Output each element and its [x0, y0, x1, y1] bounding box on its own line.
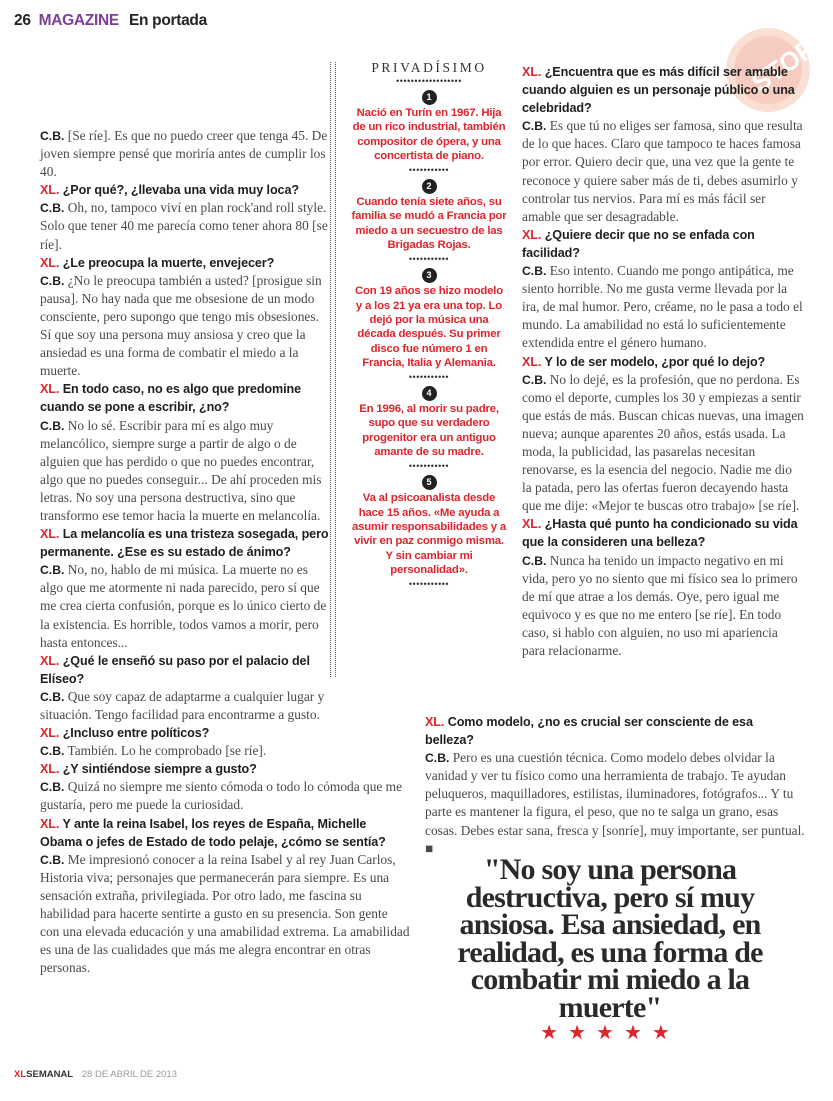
page-header: [14, 12, 207, 30]
answer: [40, 851, 410, 978]
question-text: ¿Encuentra que es más difícil ser amable cuando alguien es un personaje público o una celebridad?: [522, 65, 795, 116]
question: [40, 815, 410, 851]
fact-separator: •••••••••••: [408, 372, 450, 383]
question-text: ¿Hasta qué punto ha condicionado su vida que la consideren una belleza?: [522, 517, 798, 550]
interviewer-label: XL.: [40, 653, 60, 668]
interviewee-label: C.B.: [40, 418, 65, 433]
fact-number-badge: 3: [422, 268, 437, 283]
interviewee-label: C.B.: [40, 744, 65, 759]
answer: [522, 262, 804, 352]
question: [425, 713, 805, 749]
answer-text: Pero es una cuestión técnica. Como modelo debes olvidar la vanidad y ver tu físico como una herramienta de trabajo. Te ayudan peluqueros, maquilladores, estilistas, iluminadores, fotógrafos... Y tu parte es mantener la figura, el peso, que no te salga un grano, esas cosas. Debes estar sana, fresca y [sonríe], muy importante, ser puntual. ■: [425, 750, 805, 856]
answer: [40, 742, 330, 760]
answer-text: No lo sé. Escribir para mí es algo muy melancólico, siempre surge a partir de algo o de alguien que has perdido o que no puedes encontrar, algo que no puedes conseguir... De ahí proceden mis letras. No soy una persona destructiva, sino que transformo ese temor hacia la muerte en melancolía.: [40, 417, 322, 523]
interviewee-label: C.B.: [40, 273, 65, 288]
answer: [40, 199, 330, 253]
question-text: ¿Le preocupa la muerte, envejecer?: [62, 255, 275, 270]
question: [522, 226, 804, 262]
fact-item: [345, 86, 513, 175]
interviewer-label: XL.: [40, 762, 60, 777]
question: [40, 181, 330, 199]
sidebar-title: PRIVADÍSIMO: [371, 60, 487, 75]
answer: [522, 117, 804, 226]
interviewer-label: XL.: [40, 726, 60, 741]
question-text: La melancolía es una tristeza sosegada, pero permanente. ¿Ese es su estado de ánimo?: [40, 527, 329, 560]
fact-number-badge: 1: [422, 90, 437, 105]
interviewer-label: XL.: [522, 354, 542, 369]
fact-item: [345, 175, 513, 264]
question: [522, 353, 804, 371]
brand-semanal: SEMANAL: [26, 1069, 74, 1080]
answer-text: ¿No le preocupa también a usted? [prosigue sin pausa]. No hay nada que me obsesione de un modo consciente, pero supongo que tengo mis obsesiones. Sí que soy una persona muy ansiosa y creo que la ansiedad es una forma de combatir el miedo a la muerte.: [40, 272, 322, 379]
fact-text: Con 19 años se hizo modelo y a los 21 ya era una top. Lo dejó por la música una década después. Su primer disco fue número 1 en Francia, Italia y Alemania.: [355, 285, 503, 369]
answer: [40, 127, 330, 181]
fact-separator: •••••••••••: [408, 461, 450, 472]
answer-text: Quizá no siempre me siento cómoda o todo lo cómoda que me gustaría, pero me puede la curiosidad.: [40, 779, 403, 813]
interviewee-label: C.B.: [40, 201, 65, 216]
answer: [40, 778, 410, 814]
question-text: ¿Y sintiéndose siempre a gusto?: [62, 762, 257, 777]
answer: [40, 561, 330, 651]
answer: [425, 749, 805, 858]
interviewee-label: C.B.: [40, 780, 65, 795]
fact-item: [345, 471, 513, 589]
question-text: Y lo de ser modelo, ¿por qué lo dejo?: [544, 354, 766, 369]
interview-closing: [425, 713, 805, 858]
answer: [40, 417, 330, 526]
fact-text: En 1996, al morir su padre, supo que su verdadero progenitor era un antiguo amante de su madre.: [359, 403, 499, 459]
question-text: ¿Por qué?, ¿llevaba una vida muy loca?: [62, 183, 299, 198]
fact-text: Nació en Turín en 1967. Hija de un rico industrial, también compositor de ópera, y una concertista de piano.: [352, 107, 506, 162]
answer-text: Nunca ha tenido un impacto negativo en mi vida, pero yo no siento que mi físico sea lo primero de mí que atrae a los demás. Oye, pero igual me equivoco y es que no me entero [se ríe]. En todo caso, si hablo con alguien, no uso mi apariencia para relacionarme.: [522, 552, 798, 658]
brand-xl: XL: [14, 1069, 27, 1080]
answer: [40, 272, 330, 381]
question: [40, 760, 330, 778]
answer-text: Que soy capaz de adaptarme a cualquier lugar y situación. Tengo facilidad para encontrarme a gusto.: [40, 688, 325, 722]
interviewer-label: XL.: [522, 65, 542, 79]
pull-quote: "No soy una persona destructiva, pero sí muy ansiosa. Esa ansiedad, en realidad, es una forma de combatir mi miedo a la muerte": [457, 853, 763, 1024]
question-text: Y ante la reina Isabel, los reyes de España, Michelle Obama o jefes de Estado de todo pelaje, ¿cómo se sentía?: [40, 816, 386, 849]
question: [522, 515, 804, 551]
interviewee-label: C.B.: [522, 264, 547, 279]
interviewee-label: C.B.: [40, 563, 65, 578]
interviewee-label: C.B.: [522, 119, 547, 134]
interviewer-label: XL.: [40, 183, 60, 198]
interviewee-label: C.B.: [40, 129, 65, 143]
question-text: ¿Qué le enseñó su paso por el palacio del Elíseo?: [40, 653, 310, 686]
page-footer: [14, 1069, 177, 1080]
title-dots: ••••••••••••••••••: [396, 76, 462, 86]
fact-text: Va al psicoanalista desde hace 15 años. «Me ayuda a asumir responsabilidades y a vivir en paz conmigo misma. Y sin cambiar mi personalidad».: [352, 492, 506, 576]
question-text: En todo caso, no es algo que predomine cuando se pone a escribir, ¿no?: [40, 382, 302, 415]
fact-number-badge: 5: [422, 475, 437, 490]
interview-column-right: [522, 63, 804, 660]
fact-text: Cuando tenía siete años, su familia se mudó a Francia por miedo a un secuestro de las Brigadas Rojas.: [351, 196, 507, 252]
issue-date: 28 DE ABRIL DE 2013: [81, 1069, 177, 1080]
answer-text: No, no, hablo de mi música. La muerte no es algo que me atormente ni nada parecido, pero sí que me crea cierta confusión, porque es lo único cierto de la existencia. Es horrible, todos vamos a morir, pero hasta entonces...: [40, 562, 327, 650]
fact-number-badge: 4: [422, 386, 437, 401]
answer-text: Oh, no, tampoco viví en plan rock'and roll style. Solo que tener 40 me parecía como tener ahora 80 [se ríe].: [40, 200, 328, 252]
interviewee-label: C.B.: [522, 553, 547, 568]
fact-separator: •••••••••••: [408, 165, 450, 176]
interviewer-label: XL.: [425, 715, 445, 729]
answer: [40, 688, 330, 724]
question-text: ¿Quiere decir que no se enfada con facilidad?: [522, 227, 755, 260]
question: [40, 525, 330, 561]
privadisimo-sidebar: [345, 60, 513, 589]
question-text: Como modelo, ¿no es crucial ser consciente de esa belleza?: [425, 715, 753, 748]
interviewer-label: XL.: [40, 527, 60, 542]
svg-text:STOP: STOP: [745, 32, 821, 98]
fact-item: [345, 264, 513, 382]
question: [40, 254, 330, 272]
answer-text: También. Lo he comprobado [se ríe].: [67, 743, 267, 759]
fact-separator: •••••••••••: [408, 254, 450, 265]
question: [40, 652, 330, 688]
answer-text: No lo dejé, es la profesión, que no perdona. Es como el deporte, cumples los 30 y empiezas a sentir que estás de más. Buscan chicas nuevas, una imagen nueva; aunque aparentes 20 años, estás usada. La moda, la publicidad, las pasarelas necesitan renovarse, es la esencia del negocio. Nadie me dio la patada, pero las ofertas fueron decayendo hasta que me dije: «Mejor te buscas otro trabajo» [se ríe].: [522, 371, 804, 514]
section-name: MAGAZINE: [38, 12, 119, 29]
fact-separator: •••••••••••: [408, 579, 450, 590]
answer-text: Me impresionó conocer a la reina Isabel y al rey Juan Carlos, Historia viva; personajes que permanecerán para siempre. Es una sensación extraña, privilegiada. Por otro lado, me fascina su habilidad para hacerte sentirte a gusto en su presencia. Son gente con una elevada educación y una amabilidad extrema. La amabilidad es una de las cualidades que más me alegra encontrar en otras personas.: [40, 851, 410, 976]
question: [522, 63, 804, 117]
answer-text: [Se ríe]. Es que no puedo creer que tenga 45. De joven siempre pensé que moriría antes de cumplir los 40.: [40, 128, 328, 180]
interviewee-label: C.B.: [425, 751, 450, 766]
answer: [522, 371, 804, 516]
answer-text: Es que tú no eliges ser famosa, sino que resulta de lo que haces. Claro que tampoco te haces famosa por error. Quiero decir que, una vez que la gente te reconoce y quiere saber más de ti, debes asumirlo y controlar tus nervios. Para mí es más fácil ser amable que ser desagradable.: [522, 118, 803, 224]
fact-number-badge: 2: [422, 179, 437, 194]
interviewee-label: C.B.: [40, 689, 65, 704]
subsection-name: En portada: [128, 12, 207, 29]
interviewee-label: C.B.: [40, 852, 65, 867]
interviewer-label: XL.: [40, 255, 60, 270]
column-divider: [330, 62, 336, 677]
page-number: 26: [14, 12, 31, 29]
interviewer-label: XL.: [40, 382, 60, 397]
stars-ornament: ★★★★★: [540, 1022, 680, 1044]
interview-column-left: [40, 127, 410, 977]
interviewer-label: XL.: [522, 517, 542, 532]
interviewer-label: XL.: [40, 816, 60, 831]
question: [40, 724, 330, 742]
question-text: ¿Incluso entre políticos?: [62, 726, 210, 741]
answer: [522, 552, 804, 661]
interviewee-label: C.B.: [522, 372, 547, 387]
interviewer-label: XL.: [522, 227, 542, 242]
question: [40, 380, 330, 416]
fact-item: [345, 382, 513, 471]
answer-text: Eso intento. Cuando me pongo antipática, me siento horrible. No me gusta verme llevada por la ira, de mal humor. Pero, créame, no le pasa a todo el mundo. La amabilidad no está lo suficientemente extendida entre el género humano.: [522, 263, 803, 351]
